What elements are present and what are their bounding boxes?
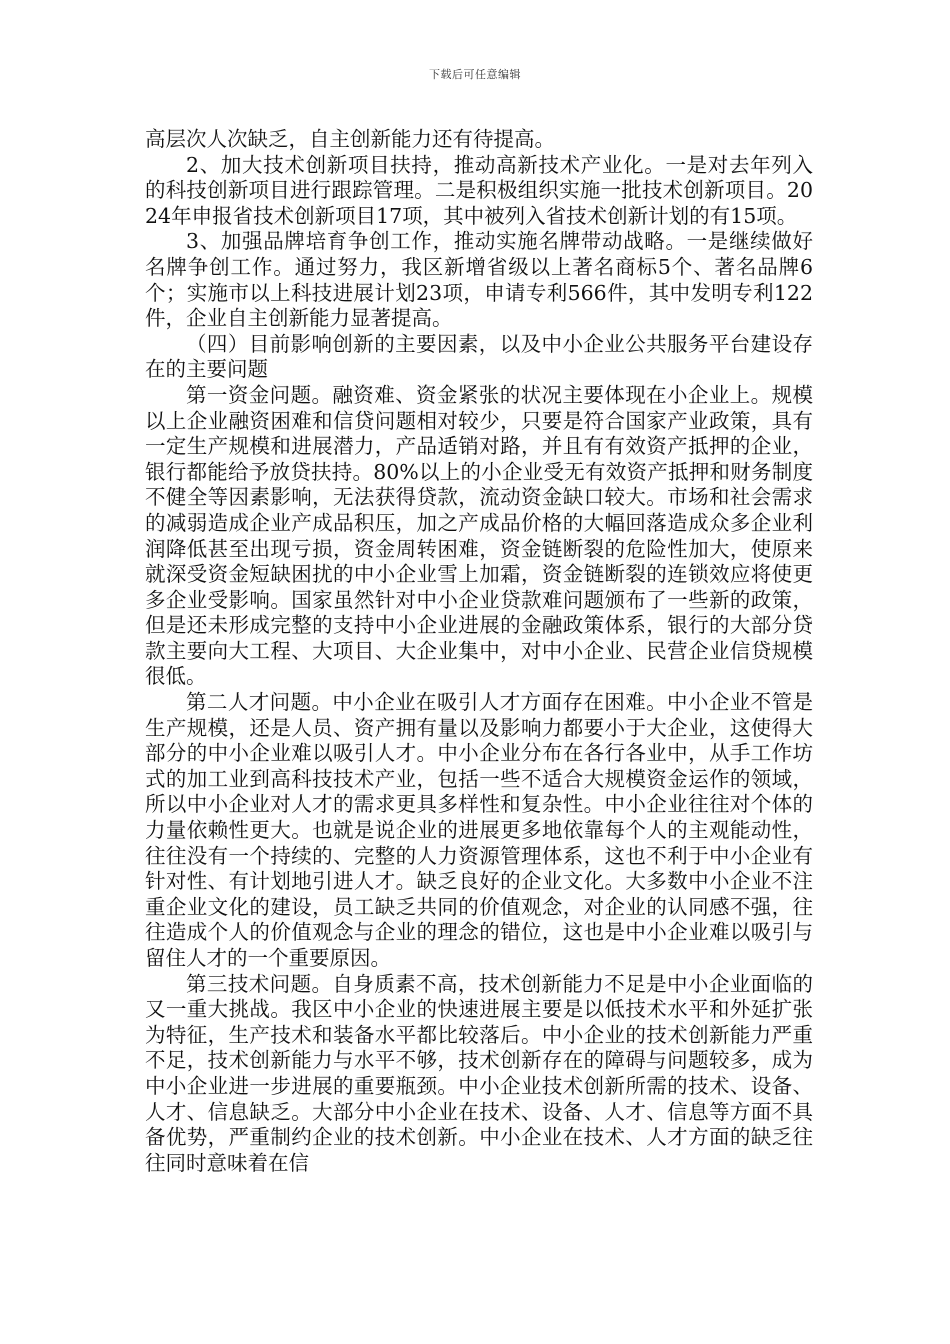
page-header-note: 下载后可任意编辑 [429,68,521,81]
paragraph-continuation: 高层次人次缺乏，自主创新能力还有待提高。 [145,127,555,151]
paragraph-technology-issue: 第三技术问题。自身质素不高，技术创新能力不足是中小企业面临的又一重大挑战。我区中小企业的快速进展主要是以低技术水平和外延扩张为特征，生产技术和装备水平都比较落后。中小企业的技术创新能力严重不足，技术创新能力与水平不够，技术创新存在的障碍与问题较多，成为中小企业进一步进展的重要瓶颈。中小企业技术创新所需的技术、设备、人才、信息缺乏。大部分中小企业在技术、设备、人才、信息等方面不具备优势，严重制约企业的技术创新。中小企业在技术、人才方面的缺乏往往同时意味着在信 [145,971,813,1175]
section-heading-4: （四）目前影响创新的主要因素，以及中小企业公共服务平台建设存在的主要问题 [145,331,813,382]
paragraph-item-2: 2、加大技术创新项目扶持，推动高新技术产业化。一是对去年列入的科技创新项目进行跟踪管理。二是积极组织实施一批技术创新项目。2024年申报省技术创新项目17项，其中被列入省技术创新计划的有15项。 [145,152,813,228]
paragraph-item-3: 3、加强品牌培育争创工作，推动实施名牌带动战略。一是继续做好名牌争创工作。通过努力，我区新增省级以上著名商标5个、著名品牌6个；实施市以上科技进展计划23项，申请专利566件，其中发明专利122件，企业自主创新能力显著提高。 [145,229,813,331]
paragraph-funding-issue: 第一资金问题。融资难、资金紧张的状况主要体现在小企业上。规模以上企业融资困难和信贷问题相对较少，只要是符合国家产业政策，具有一定生产规模和进展潜力，产品适销对路，并且有有效资产抵押的企业，银行都能给予放贷扶持。80%以上的小企业受无有效资产抵押和财务制度不健全等因素影响，无法获得贷款，流动资金缺口较大。市场和社会需求的减弱造成企业产成品积压，加之产成品价格的大幅回落造成众多企业利润降低甚至出现亏损，资金周转困难，资金链断裂的危险性加大，使原来就深受资金短缺困扰的中小企业雪上加霜，资金链断裂的连锁效应将使更多企业受影响。国家虽然针对中小企业贷款难问题颁布了一些新的政策，但是还未形成完整的支持中小企业进展的金融政策体系，银行的大部分贷款主要向大工程、大项目、大企业集中，对中小企业、民营企业信贷规模很低。 [145,382,813,689]
document-body [145,127,813,1176]
paragraph-talent-issue: 第二人才问题。中小企业在吸引人才方面存在困难。中小企业不管是生产规模，还是人员、资产拥有量以及影响力都要小于大企业，这使得大部分的中小企业难以吸引人才。中小企业分布在各行各业中，从手工作坊式的加工业到高科技技术产业，包括一些不适合大规模资金运作的领域，所以中小企业对人才的需求更具多样性和复杂性。中小企业往往对个体的力量依赖性更大。也就是说企业的进展更多地依靠每个人的主观能动性，往往没有一个持续的、完整的人力资源管理体系，这也不利于中小企业有针对性、有计划地引进人才。缺乏良好的企业文化。大多数中小企业不注重企业文化的建设，员工缺乏共同的价值观念，对企业的认同感不强，往往造成个人的价值观念与企业的理念的错位，这也是中小企业难以吸引与留住人才的一个重要原因。 [145,690,813,970]
